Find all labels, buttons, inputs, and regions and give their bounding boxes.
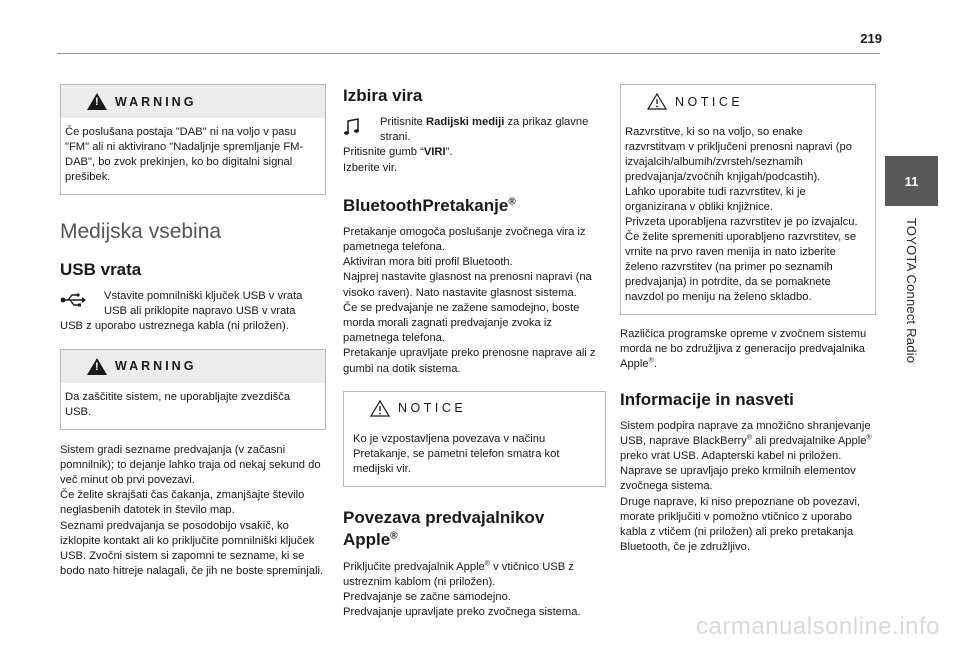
warning-title: WARNING (115, 94, 197, 109)
warning-text: Če poslušana postaja "DAB" ni na voljo v pasu "FM" ali ni aktivirano "Nadaljnje spremljanje FM-DAB", bo zvok prekinjen, ko bo digitalni signal prešibek. (65, 126, 304, 183)
column-1 (60, 84, 326, 579)
notice-header (621, 85, 875, 118)
apple-paragraph-2: Predvajanje se začne samodejno. Predvajanje upravljate preko zvočnega sistema. (343, 591, 581, 619)
apple-heading (343, 507, 606, 551)
compat-text: Različica programske opreme v zvočnem sistemu morda ne bo združljiva z generacijo predvajalnika Apple (620, 328, 867, 371)
info-paragraph-1 (620, 419, 876, 465)
notice-title: NOTICE (398, 401, 467, 416)
usb-icon (60, 289, 104, 312)
source-line-2 (343, 145, 606, 160)
registered-mark: ® (648, 357, 654, 365)
usb-heading: USB vrata (60, 260, 142, 279)
chapter-tab: 11 (885, 156, 938, 206)
apple-heading-line1: Povezava predvajalnikov (343, 507, 545, 527)
apple-heading-line2: Apple (343, 529, 391, 549)
notice-text: Razvrstitve, ki so na voljo, so enake razvrstitvam v priključeni prenosni napravi (po izvajalcih/albumih/zvrsteh/seznamih predvajanja/zvočnih knjigah/podcastih). Lahko uporabite tudi razvrstitev, ki je organizirana v obliki knjižnice. Privzeta uporabljena razvrstitev je po izvajalcu. Če želite spremeniti uporabljeno razvrstitev, se vrnite na prvo raven menija in nato izberite želeno razvrstitev (na primer po seznamih predvajanja) in potrdite, da se pomaknete navzdol po meniju na želeno skladbo. (625, 126, 858, 303)
registered-mark: ® (866, 434, 872, 442)
radio-media-label: Radijski mediji (426, 116, 505, 128)
bluetooth-heading (343, 196, 606, 216)
source-instruction-text (380, 115, 606, 145)
page-number: 219 (860, 31, 882, 46)
info-paragraph-2: Naprave se upravljajo preko krmilnih elementov zvočnega sistema. Druge naprave, ki niso prepoznane ob povezavi, morate priključiti v pomožno vtičnico z uporabo kabla z vtičem (ni priložen) ali preko pretakanja Bluetooth, če je združljivo. (620, 465, 861, 554)
info-text-2: ali predvajalnike Apple (752, 434, 867, 447)
apple-text-1-post: v vtičnico USB z ustreznim kablom (ni priložen). (343, 560, 574, 589)
usb-instruction-tail: USB z uporabo ustreznega kabla (ni priložen). (60, 320, 289, 333)
warning-header (61, 350, 325, 383)
notice-header (344, 392, 605, 425)
source-text-pre: Pritisnite (380, 116, 427, 128)
source-line-3: Izberite vir. (343, 161, 398, 174)
header-rule (57, 53, 880, 54)
column-2 (343, 86, 606, 621)
registered-mark: ® (390, 530, 398, 542)
chapter-title-text: TOYOTA Connect Radio (904, 218, 919, 364)
source-heading: Izbira vira (343, 86, 423, 105)
warning-icon (87, 358, 107, 375)
notice-icon (370, 400, 390, 417)
registered-mark: ® (484, 560, 490, 568)
chapter-title (885, 218, 938, 398)
compat-end: . (653, 358, 657, 371)
apple-text-1: Priključite predvajalnik Apple (343, 560, 485, 573)
compatibility-paragraph (620, 327, 876, 373)
apple-paragraph-1 (343, 560, 606, 590)
column-3 (620, 84, 876, 555)
bluetooth-paragraph: Pretakanje omogoča poslušanje zvočnega vira iz pametnega telefona. Aktiviran mora biti profil Bluetooth. Najprej nastavite glasnost na prenosni napravi (na visoko raven). Nato nastavite glasnost sistema. Če se predvajanje ne zažene samodejno, boste morda morali zagnati predvajanje zvoka iz pametnega telefona. Pretakanje upravljate preko prenosne naprave ali z gumbi na dotik sistema. (343, 225, 596, 375)
usb-instruction-text: Vstavite pomnilniški ključek USB v vrata USB ali priklopite napravo USB v vrata (104, 290, 303, 318)
source-line2-post: ”. (445, 146, 453, 159)
notice-icon (647, 93, 667, 110)
registered-mark: ® (746, 434, 753, 442)
watermark: carmanualsonline.info (696, 613, 940, 640)
warning-title: WARNING (115, 359, 197, 374)
warning-text: Da zaščitite sistem, ne uporabljajte zvezdišča USB. (65, 390, 291, 418)
bluetooth-heading-text: BluetoothPretakanje (343, 195, 509, 215)
playlist-paragraph: Sistem gradi sezname predvajanja (v začasni pomnilnik); to dejanje lahko traja od nekaj sekund do več minut ob prvi povezavi. Če želite skrajšati čas čakanja, zmanjšajte število neglasbenih datotek in število map. Seznami predvajanja se posodobijo vsakič, ko izklopite kontakt ali ko priključite pomnilniški ključek USB. Zvočni sistem si zapomni te sezname, ki se bodo nato hitreje nalagali, če jih ne boste spreminjali. (60, 443, 324, 578)
registered-mark: ® (508, 196, 516, 208)
source-line2-pre: Pritisnite gumb “ (343, 146, 424, 159)
notice-box-streaming (343, 391, 606, 487)
sources-button-label: VIRI (423, 146, 446, 159)
info-text-3: preko vrat USB. Adapterski kabel ni priložen. (620, 450, 842, 463)
notice-title: NOTICE (675, 94, 744, 109)
warning-box-usb-hub (60, 349, 326, 430)
music-note-icon (343, 115, 380, 141)
info-text-1: Sistem podpira naprave za množično shranjevanje USB, naprave BlackBerry (620, 419, 871, 447)
source-instruction (343, 115, 606, 145)
usb-instruction (60, 289, 326, 319)
warning-box-dab (60, 84, 326, 195)
warning-header (61, 85, 325, 118)
info-heading: Informacije in nasveti (620, 389, 794, 409)
notice-box-sorting (620, 84, 876, 315)
notice-text: Ko je vzpostavljena povezava v načinu Pretakanje, se pametni telefon smatra kot medijski vir. (353, 432, 560, 475)
warning-icon (87, 93, 107, 110)
section-title: Medijska vsebina (60, 220, 222, 243)
source-text-post: za prikaz glavne strani. (380, 116, 589, 144)
